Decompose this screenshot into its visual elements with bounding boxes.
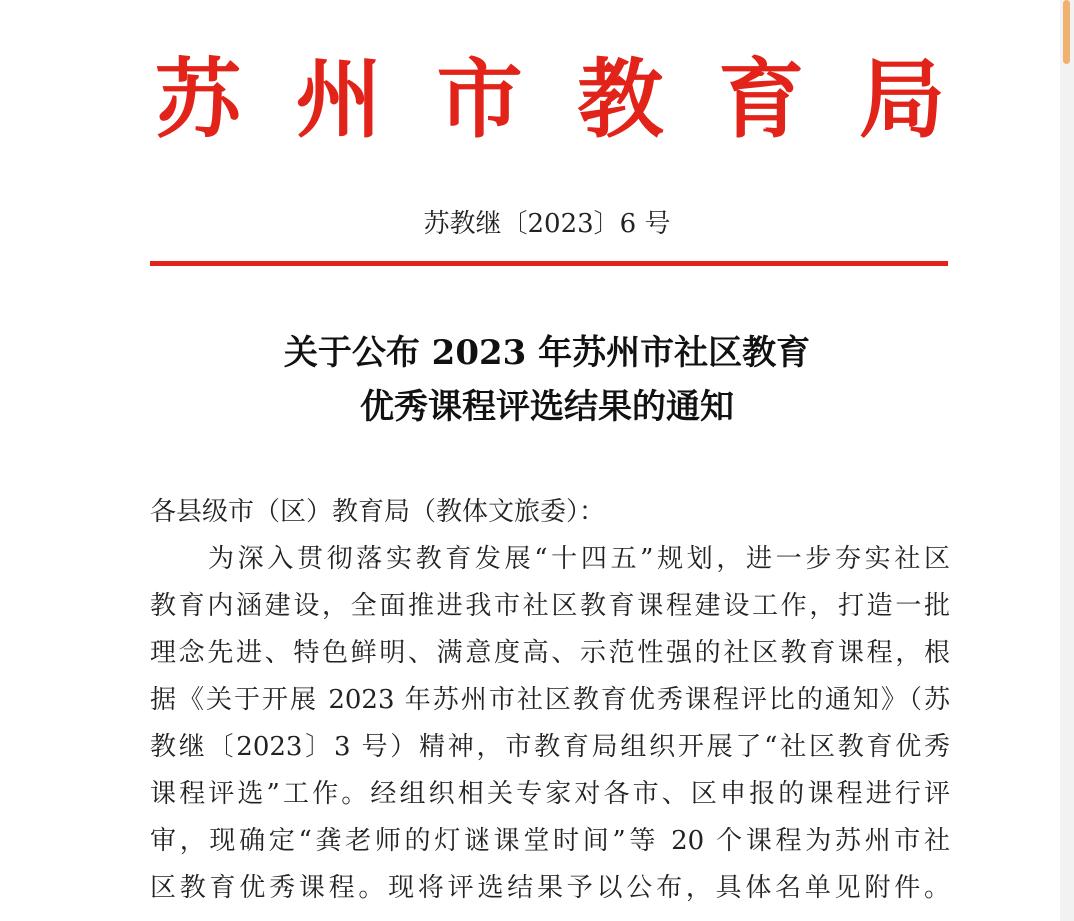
masthead-char: 州 <box>295 49 382 150</box>
body-line: 区教育优秀课程。现将评选结果予以公布，具体名单见附件。 <box>150 873 950 903</box>
body-line: 为深入贯彻落实教育发展“十四五”规划，进一步夯实社区 <box>208 544 950 574</box>
body-line: 教育内涵建设，全面推进我市社区教育课程建设工作，打造一批 <box>150 591 950 621</box>
salutation: 各县级市（区）教育局（教体文旅委）： <box>150 497 606 527</box>
scrollbar-track[interactable] <box>1060 0 1074 921</box>
masthead-char: 苏 <box>155 49 241 150</box>
body-line: 课程评选”工作。经组织相关专家对各市、区申报的课程进行评 <box>150 779 950 809</box>
body-line: 据《关于开展 2023 年苏州市社区教育优秀课程评比的通知》（苏 <box>150 685 950 715</box>
masthead-char: 教 <box>577 49 664 150</box>
document-body <box>150 489 950 912</box>
masthead <box>150 49 950 150</box>
body-line: 理念先进、特色鲜明、满意度高、示范性强的社区教育课程，根 <box>150 638 950 668</box>
document-number: 苏教继〔2023〕6 号 <box>423 209 671 239</box>
body-line: 审，现确定“龚老师的灯谜课堂时间”等 20 个课程为苏州市社 <box>150 826 950 856</box>
scrollbar-thumb[interactable] <box>1063 0 1070 64</box>
red-divider <box>150 261 948 266</box>
masthead-char: 育 <box>718 49 805 150</box>
title-line: 关于公布 2023 年苏州市社区教育 <box>283 333 811 373</box>
masthead-char: 局 <box>858 49 945 150</box>
title-line: 优秀课程评选结果的通知 <box>360 387 734 427</box>
document-title <box>0 326 1074 434</box>
masthead-char: 市 <box>436 49 523 150</box>
body-line: 教继〔2023〕3 号）精神，市教育局组织开展了“社区教育优秀 <box>150 732 950 762</box>
